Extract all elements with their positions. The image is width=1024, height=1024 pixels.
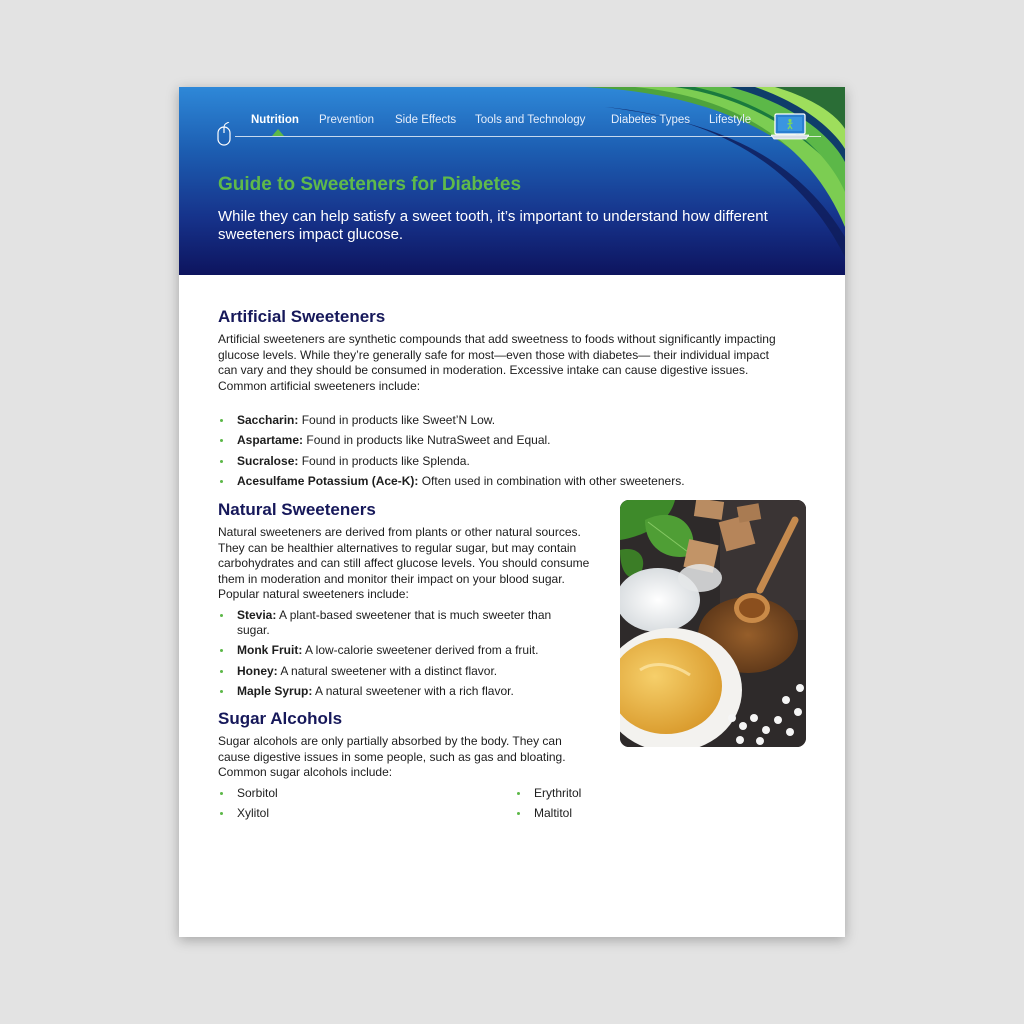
section-body-natural: Natural sweeteners are derived from plants or other natural sources. They can be healthier alternatives to regular sugar, but may contain carbohydrates and can still affect glucose levels. You should consume them in moderation and monitor their impact on your blood sugar. Popular natural sweeteners include: bbox=[218, 525, 590, 601]
list-item-desc: Found in products like NutraSweet and Equal. bbox=[303, 433, 551, 448]
list-item-term: Stevia: bbox=[237, 608, 277, 622]
document-page bbox=[179, 87, 845, 937]
section-body-sugar-alcohols: Sugar alcohols are only partially absorbed by the body. They can cause digestive issues in some people, such as gas and bloating. Common sugar alcohols include: bbox=[218, 734, 566, 779]
list-item: Xylitol bbox=[218, 806, 498, 821]
active-tab-indicator bbox=[272, 129, 284, 136]
list-item: Maltitol bbox=[515, 806, 715, 821]
list-item-desc: A plant-based sweetener that is much sweeter than sugar. bbox=[237, 608, 552, 637]
list-item-term: Honey: bbox=[237, 663, 278, 678]
nav-item-tools-and-technology[interactable]: Tools and Technology bbox=[475, 114, 586, 126]
section-body-artificial: Artificial sweeteners are synthetic compounds that add sweetness to foods without significantly impacting glucose levels. While they’re generally safe for most—even those with diabetes— their individual impact can vary and they should be consumed in moderation. Excessive intake can cause digestive issues. Common artificial sweeteners include: bbox=[218, 332, 776, 393]
page-subtitle: While they can help satisfy a sweet tooth, it’s important to understand how different sweeteners impact glucose. bbox=[218, 208, 768, 243]
header-banner bbox=[179, 87, 845, 275]
nav-divider bbox=[235, 136, 821, 137]
list-item-term: Sucralose: bbox=[237, 453, 299, 468]
nav-item-prevention[interactable]: Prevention bbox=[319, 114, 374, 126]
section-heading-natural: Natural Sweeteners bbox=[218, 500, 376, 519]
list-item-term: Acesulfame Potassium (Ace-K): bbox=[237, 473, 419, 488]
section-heading-artificial: Artificial Sweeteners bbox=[218, 307, 386, 326]
list-item bbox=[218, 684, 563, 699]
list-item-term: Saccharin: bbox=[237, 413, 299, 427]
sweeteners-photo-illustration bbox=[620, 500, 806, 747]
list-item bbox=[218, 454, 808, 469]
list-item-desc: Found in products like Sweet’N Low. bbox=[298, 413, 496, 427]
mouse-icon bbox=[217, 122, 231, 146]
nav-item-lifestyle[interactable]: Lifestyle bbox=[709, 114, 752, 126]
list-item-desc: Found in products like Splenda. bbox=[298, 453, 470, 468]
list-item-desc: Often used in combination with other sweeteners. bbox=[418, 473, 685, 488]
section-heading-sugar-alcohols: Sugar Alcohols bbox=[218, 709, 343, 728]
top-navigation bbox=[217, 113, 809, 141]
list-item bbox=[218, 664, 563, 679]
page-title: Guide to Sweeteners for Diabetes bbox=[218, 174, 522, 195]
list-item: Erythritol bbox=[515, 786, 715, 801]
nav-item-nutrition[interactable]: Nutrition bbox=[251, 114, 299, 126]
list-sugar-alcohols-col1 bbox=[218, 786, 498, 827]
list-item-desc: A natural sweetener with a distinct flavor. bbox=[277, 663, 498, 678]
list-item-term: Maple Syrup: bbox=[237, 683, 313, 698]
list-item-desc: A natural sweetener with a rich flavor. bbox=[312, 683, 514, 698]
nav-item-diabetes-types[interactable]: Diabetes Types bbox=[611, 114, 691, 126]
list-item bbox=[218, 643, 563, 658]
sweeteners-photo bbox=[620, 500, 806, 747]
list-item bbox=[218, 413, 808, 428]
nav-item-side-effects[interactable]: Side Effects bbox=[395, 114, 457, 126]
list-item-desc: A low-calorie sweetener derived from a fruit. bbox=[302, 643, 539, 658]
list-item bbox=[218, 474, 808, 489]
list-item-term: Monk Fruit: bbox=[237, 643, 303, 658]
list-natural bbox=[218, 608, 563, 704]
list-item bbox=[218, 433, 808, 448]
list-artificial bbox=[218, 413, 808, 494]
list-sugar-alcohols-col2 bbox=[515, 786, 715, 827]
list-item-term: Aspartame: bbox=[237, 433, 304, 448]
list-item bbox=[218, 608, 563, 638]
laptop-icon[interactable] bbox=[771, 113, 809, 141]
list-item: Sorbitol bbox=[218, 786, 498, 801]
